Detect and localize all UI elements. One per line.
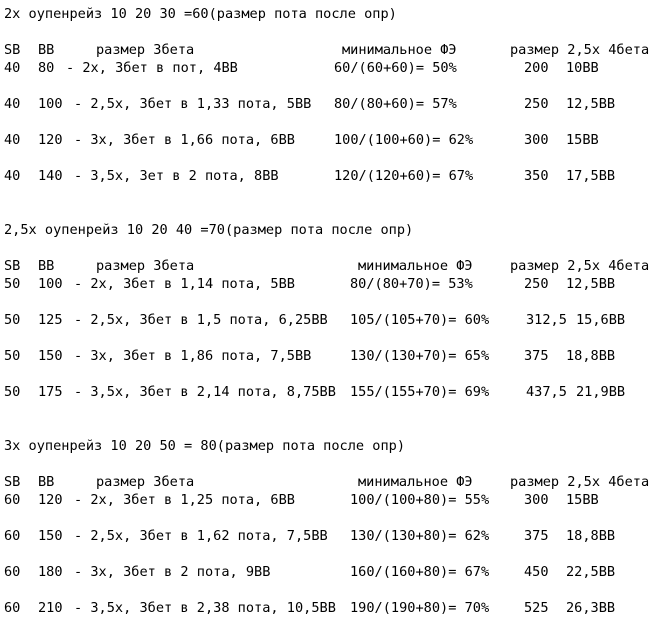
cell-sb: 40 bbox=[4, 168, 21, 184]
cell-min-fe: 105/(105+70)= 60% bbox=[350, 312, 490, 328]
header-4bet-size: размер 2,5х 4бета bbox=[510, 42, 650, 58]
cell-min-fe: 130/(130+80)= 62% bbox=[350, 528, 490, 544]
header-sb: SB bbox=[4, 258, 21, 274]
section-title: 2х оупенрейз 10 20 30 =60(размер пота после опр) bbox=[4, 6, 397, 22]
cell-4bet-bb: 18,8BB bbox=[566, 528, 616, 544]
cell-sb: 50 bbox=[4, 348, 21, 364]
cell-min-fe: 80/(80+60)= 57% bbox=[334, 96, 457, 112]
cell-sb: 50 bbox=[4, 384, 21, 400]
cell-pot: 300 bbox=[524, 492, 549, 508]
cell-bb: 120 bbox=[38, 132, 63, 148]
cell-3bet-desc: - 2,5х, 3бет в 1,62 пота, 7,5BB bbox=[74, 528, 328, 544]
cell-bb: 125 bbox=[38, 312, 63, 328]
header-bb: BB bbox=[38, 42, 55, 58]
cell-4bet-bb: 15BB bbox=[566, 492, 599, 508]
cell-4bet-bb: 18,8BB bbox=[566, 348, 616, 364]
cell-3bet-desc: - 3х, 3бет в 1,86 пота, 7,5BB bbox=[74, 348, 312, 364]
cell-3bet-desc: - 3х, 3бет в 2 пота, 9BB bbox=[74, 564, 271, 580]
header-3bet-size: размер 3бета bbox=[96, 474, 195, 490]
cell-bb: 175 bbox=[38, 384, 63, 400]
cell-min-fe: 130/(130+70)= 65% bbox=[350, 348, 490, 364]
cell-min-fe: 100/(100+60)= 62% bbox=[334, 132, 474, 148]
header-min-fe: минимальное ФЭ bbox=[358, 474, 473, 490]
cell-min-fe: 80/(80+70)= 53% bbox=[350, 276, 473, 292]
cell-sb: 60 bbox=[4, 528, 21, 544]
cell-bb: 80 bbox=[38, 60, 55, 76]
cell-pot: 250 bbox=[524, 276, 549, 292]
header-bb: BB bbox=[38, 474, 55, 490]
header-3bet-size: размер 3бета bbox=[96, 258, 195, 274]
header-bb: BB bbox=[38, 258, 55, 274]
cell-bb: 150 bbox=[38, 348, 63, 364]
cell-sb: 50 bbox=[4, 276, 21, 292]
cell-bb: 210 bbox=[38, 600, 63, 616]
cell-bb: 140 bbox=[38, 168, 63, 184]
header-4bet-size: размер 2,5х 4бета bbox=[510, 474, 650, 490]
cell-bb: 150 bbox=[38, 528, 63, 544]
cell-4bet-bb: 26,3BB bbox=[566, 600, 616, 616]
cell-min-fe: 190/(190+80)= 70% bbox=[350, 600, 490, 616]
cell-bb: 120 bbox=[38, 492, 63, 508]
cell-3bet-desc: - 3,5х, 3ет в 2 пота, 8BB bbox=[74, 168, 279, 184]
cell-pot: 375 bbox=[524, 348, 549, 364]
header-sb: SB bbox=[4, 42, 21, 58]
header-sb: SB bbox=[4, 474, 21, 490]
cell-sb: 60 bbox=[4, 492, 21, 508]
cell-4bet-bb: 12,5BB bbox=[566, 276, 616, 292]
cell-min-fe: 100/(100+80)= 55% bbox=[350, 492, 490, 508]
section-title: 3х оупенрейз 10 20 50 = 80(размер пота после опр) bbox=[4, 438, 406, 454]
cell-min-fe: 60/(60+60)= 50% bbox=[334, 60, 457, 76]
cell-3bet-desc: - 3х, 3бет в 1,66 пота, 6BB bbox=[74, 132, 295, 148]
cell-pot: 437,5 bbox=[526, 384, 567, 400]
cell-pot: 525 bbox=[524, 600, 549, 616]
cell-pot: 312,5 bbox=[526, 312, 567, 328]
cell-sb: 60 bbox=[4, 564, 21, 580]
cell-pot: 375 bbox=[524, 528, 549, 544]
cell-pot: 300 bbox=[524, 132, 549, 148]
cell-3bet-desc: - 2х, 3бет в 1,14 пота, 5BB bbox=[74, 276, 295, 292]
cell-bb: 100 bbox=[38, 276, 63, 292]
cell-3bet-desc: - 2х, 3бет в пот, 4BB bbox=[66, 60, 238, 76]
cell-3bet-desc: - 2,5х, 3бет в 1,33 пота, 5BB bbox=[74, 96, 312, 112]
cell-pot: 200 bbox=[524, 60, 549, 76]
cell-4bet-bb: 21,9BB bbox=[576, 384, 626, 400]
cell-bb: 100 bbox=[38, 96, 63, 112]
cell-pot: 250 bbox=[524, 96, 549, 112]
cell-sb: 40 bbox=[4, 132, 21, 148]
cell-4bet-bb: 17,5BB bbox=[566, 168, 616, 184]
cell-min-fe: 160/(160+80)= 67% bbox=[350, 564, 490, 580]
section-title: 2,5х оупенрейз 10 20 40 =70(размер пота после опр) bbox=[4, 222, 414, 238]
cell-sb: 40 bbox=[4, 60, 21, 76]
cell-4bet-bb: 22,5BB bbox=[566, 564, 616, 580]
cell-4bet-bb: 15,6BB bbox=[576, 312, 626, 328]
cell-4bet-bb: 12,5BB bbox=[566, 96, 616, 112]
cell-sb: 60 bbox=[4, 600, 21, 616]
header-min-fe: минимальное ФЭ bbox=[358, 258, 473, 274]
header-min-fe: минимальное ФЭ bbox=[342, 42, 457, 58]
cell-4bet-bb: 10BB bbox=[566, 60, 599, 76]
cell-4bet-bb: 15BB bbox=[566, 132, 599, 148]
cell-bb: 180 bbox=[38, 564, 63, 580]
cell-pot: 350 bbox=[524, 168, 549, 184]
header-3bet-size: размер 3бета bbox=[96, 42, 195, 58]
cell-sb: 40 bbox=[4, 96, 21, 112]
cell-3bet-desc: - 3,5х, 3бет в 2,38 пота, 10,5BB bbox=[74, 600, 336, 616]
cell-sb: 50 bbox=[4, 312, 21, 328]
cell-3bet-desc: - 3,5х, 3бет в 2,14 пота, 8,75BB bbox=[74, 384, 336, 400]
cell-min-fe: 155/(155+70)= 69% bbox=[350, 384, 490, 400]
cell-3bet-desc: - 2х, 3бет в 1,25 пота, 6BB bbox=[74, 492, 295, 508]
header-4bet-size: размер 2,5х 4бета bbox=[510, 258, 650, 274]
cell-pot: 450 bbox=[524, 564, 549, 580]
cell-min-fe: 120/(120+60)= 67% bbox=[334, 168, 474, 184]
cell-3bet-desc: - 2,5х, 3бет в 1,5 пота, 6,25BB bbox=[74, 312, 328, 328]
